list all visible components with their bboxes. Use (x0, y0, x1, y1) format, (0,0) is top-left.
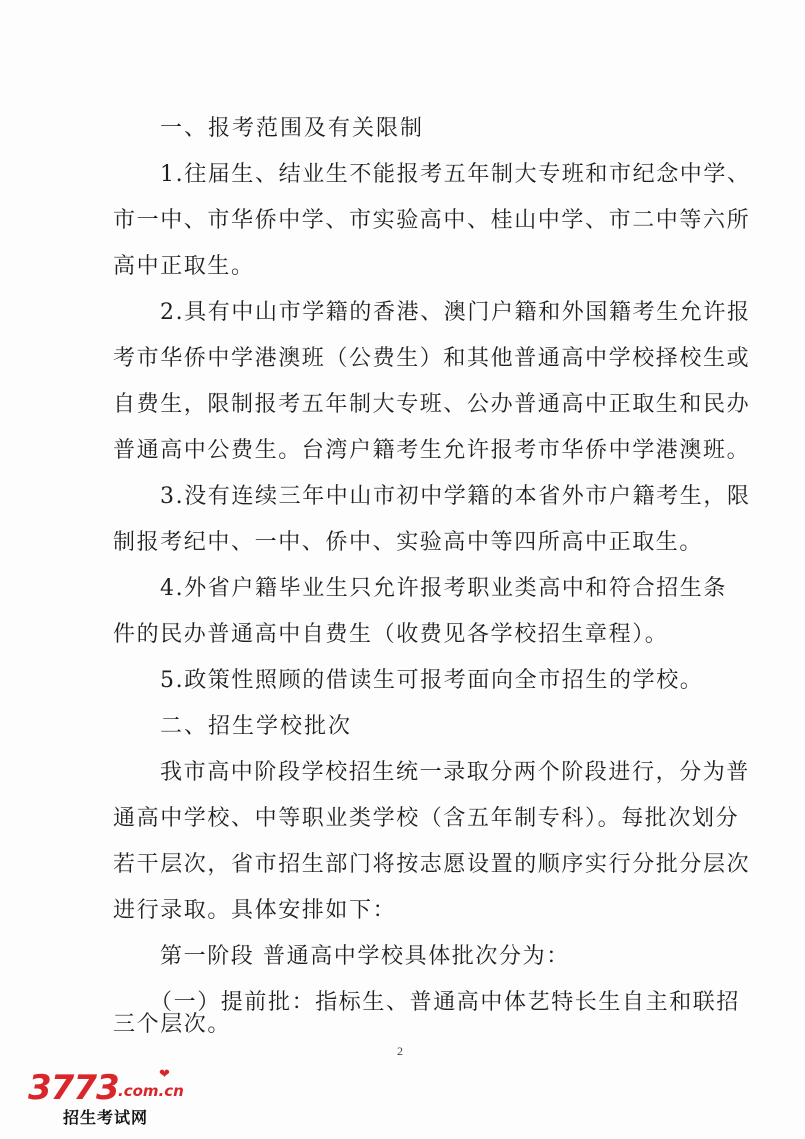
watermark-number: 3773 (28, 1068, 119, 1108)
watermark-domain: .com.cn (118, 1082, 184, 1100)
page-number: 2 (397, 1044, 403, 1058)
paragraph-line: 自费生，限制报考五年制大专班、公办普通高中正取生和民办 (113, 392, 751, 417)
paragraph-line: 4.外省户籍毕业生只允许报考职业类高中和符合招生条 (160, 576, 727, 601)
paragraph-line: 普通高中公费生。台湾户籍考生允许报考市华侨中学港澳班。 (113, 438, 751, 463)
paragraph-line: 件的民办普通高中自费生（收费见各学校招生章程）。 (113, 622, 669, 647)
paragraph-line: 考市华侨中学港澳班（公费生）和其他普通高中学校择校生或 (113, 346, 751, 371)
paragraph-line: 制报考纪中、一中、侨中、实验高中等四所高中正取生。 (113, 530, 704, 555)
paragraph-line: 3.没有连续三年中山市初中学籍的本省外市户籍考生，限 (160, 484, 751, 509)
paragraph-line: （一）提前批：指标生、普通高中体艺特长生自主和联招 (150, 990, 741, 1015)
watermark-subtitle: 招生考试网 (63, 1108, 149, 1127)
section-heading-2: 二、招生学校批次 (160, 714, 353, 739)
paragraph-line: 2.具有中山市学籍的香港、澳门户籍和外国籍考生允许报 (160, 300, 751, 325)
section-heading-1: 一、报考范围及有关限制 (160, 116, 425, 141)
paragraph-line: 5.政策性照顾的借读生可报考面向全市招生的学校。 (160, 668, 704, 693)
paragraph-line: 通高中学校、中等职业类学校（含五年制专科）。每批次划分 (113, 806, 740, 831)
paragraph-line: 高中正取生。 (113, 254, 255, 279)
paragraph-line: 1.往届生、结业生不能报考五年制大专班和市纪念中学、 (160, 162, 751, 187)
heart-icon: ❤ (159, 1067, 170, 1082)
paragraph-line: 我市高中阶段学校招生统一录取分两个阶段进行，分为普 (160, 760, 751, 785)
site-watermark-logo (28, 1067, 184, 1134)
paragraph-line: 市一中、市华侨中学、市实验高中、桂山中学、市二中等六所 (113, 208, 751, 233)
paragraph-line: 若干层次，省市招生部门将按志愿设置的顺序实行分批分层次 (113, 852, 751, 877)
paragraph-line: 进行录取。具体安排如下： (113, 898, 397, 923)
paragraph-line: 第一阶段 普通高中学校具体批次分为： (160, 944, 570, 969)
paragraph-line: 三个层次。 (113, 1012, 232, 1037)
